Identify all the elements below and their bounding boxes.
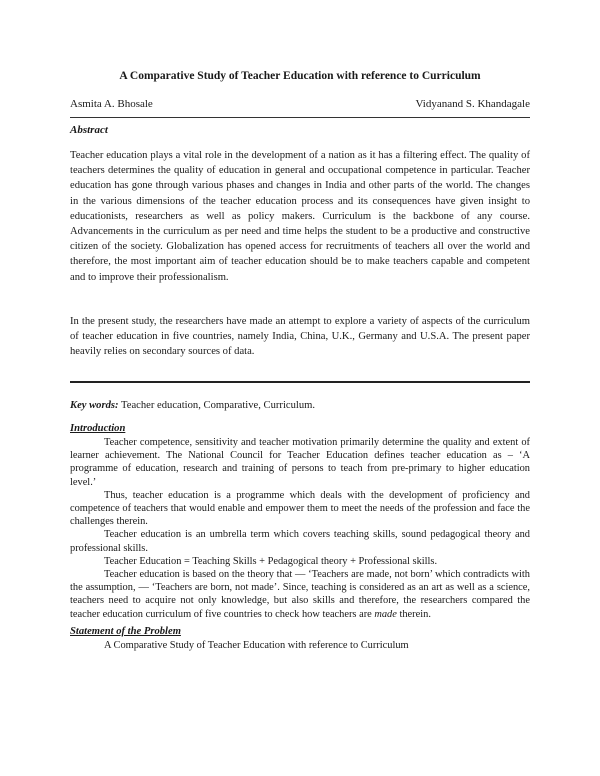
abstract-paragraph-1: Teacher education plays a vital role in the development of a nation as it has a filtering effect. The quality of teachers determines the quality of education in general and occupational competence in particular. Teacher education has gone through various phases and changes in India and other parts of the world. The changes in the various dimensions of the teacher education process and its consequences have given insight to educationists, researchers as well as policy makers. Curriculum is the backbone of any course. Advancements in the curriculum as per need and time helps the student to be a productive and constructive citizen of the society. Globalization has opened access for recruitments of teachers all over the world and therefore, the most important aim of teacher education should be to make teachers capable and competent and to improve their professionalism. — [70, 150, 530, 283]
introduction-heading: Introduction — [70, 423, 126, 434]
abstract-heading: Abstract — [70, 124, 108, 136]
statement-heading: Statement of the Problem — [70, 626, 181, 637]
statement-text: A Comparative Study of Teacher Education with reference to Curriculum — [104, 640, 409, 651]
keywords-label: Key words: — [70, 400, 119, 411]
author-right: Vidyanand S. Khandagale — [415, 98, 530, 110]
author-left: Asmita A. Bhosale — [70, 98, 153, 110]
intro-p5-end: therein. — [396, 608, 431, 620]
abstract-divider — [70, 381, 530, 383]
intro-paragraph-3: Teacher education is an umbrella term which covers teaching skills, sound pedagogical theory and professional skills. — [70, 529, 530, 554]
header-divider — [70, 117, 530, 118]
abstract-paragraph-2: In the present study, the researchers have made an attempt to explore a variety of aspects of the curriculum of teacher education in five countries, namely India, China, U.K., Germany and U.S.A. The present paper heavily relies on secondary sources of data. — [70, 316, 530, 358]
keywords-text: Teacher education, Comparative, Curriculum. — [118, 400, 316, 411]
keywords-line — [70, 400, 530, 411]
introduction-body — [70, 436, 530, 621]
paper-title: A Comparative Study of Teacher Education with reference to Curriculum — [119, 70, 481, 82]
intro-paragraph-4: Teacher Education = Teaching Skills + Pedagogical theory + Professional skills. — [104, 555, 438, 567]
intro-paragraph-1: Teacher competence, sensitivity and teacher motivation primarily determine the quality and extent of learner achievement. The National Council for Teacher Education defines teacher education as – ‘A programme of education, research and training of persons to teach from pre-primary to higher education level.’ — [70, 437, 530, 488]
authors-line — [70, 98, 530, 110]
intro-paragraph-5 — [70, 568, 530, 621]
intro-p5-text: Teacher education is based on the theory that — ‘Teachers are made, not born’ which contradicts with the assumption, — ‘Teachers are born, not made’. Since, teaching is considered as an art as well as a science, teachers need to acquire not only knowledge, but also skills and therefore, the researchers compared the teacher education curriculum of five countries to check how teachers are — [70, 569, 530, 620]
intro-p5-emphasis: made — [374, 608, 397, 620]
intro-paragraph-2: Thus, teacher education is a programme which deals with the development of proficiency and competence of teachers that would enable and empower them to meet the needs of the profession and face the challenges therein. — [70, 489, 530, 528]
